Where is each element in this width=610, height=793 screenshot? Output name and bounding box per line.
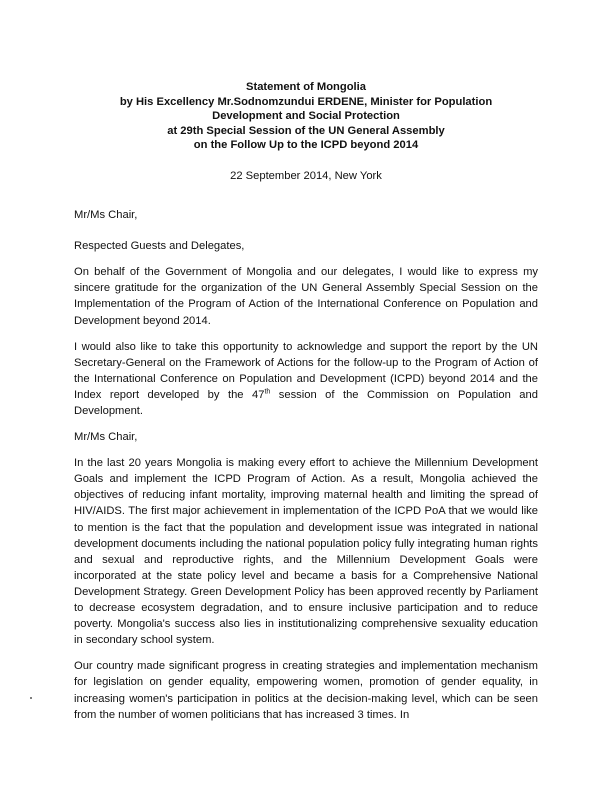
salutation-chair: Mr/Ms Chair, <box>74 209 138 222</box>
greeting-guests: Respected Guests and Delegates, <box>74 240 245 253</box>
header-topic: on the Follow Up to the ICPD beyond 2014 <box>193 139 419 152</box>
header-session: at 29th Special Session of the UN General Assembly <box>167 124 445 137</box>
ordinal-suffix: th <box>264 388 271 396</box>
scan-speck <box>30 697 32 699</box>
paragraph-gratitude: On behalf of the Government of Mongolia and our delegates, I would like to express my sincere gratitude for the organization of the UN General Assembly Special Session on the Implementation of the Program of Action of the International Conference on Population and Development beyond 2014. <box>74 266 538 327</box>
paragraph-acknowledgement-text-end: session of the Commission on Population and Development. <box>74 388 538 417</box>
paragraph-achievements: In the last 20 years Mongolia is making every effort to achieve the Millennium Development Goals and implement the ICPD Program of Action. As a result, Mongolia achieved the objectives of reducing infant mortality, improving maternal health and limiting the spread of HIV/AIDS. The first major achievement in implementation of the ICPD PoA that we would like to mention is the fact that the population and development issue was integrated in national development documents including the national population policy fully integrating human rights and sexual and reproductive rights, and the Millennium Development Goals were incorporated at the state policy level and became a basis for a Comprehensive National Development Strategy. Green Development Policy has been approved recently by Parliament to decrease ecosystem degradation, and to ensure inclusive participation and to reduce poverty. Mongolia's success also lies in institutionalizing comprehensive sexuality education in secondary school system. <box>74 457 538 647</box>
header-title: Statement of Mongolia <box>246 81 366 93</box>
document-body <box>74 80 538 723</box>
statement-header <box>74 80 538 153</box>
salutation-chair-second: Mr/Ms Chair, <box>74 431 138 444</box>
dateline: 22 September 2014, New York <box>230 169 382 182</box>
paragraph-acknowledgement <box>74 339 538 419</box>
header-speaker: by His Excellency Mr.Sodnomzundui ERDENE, Minister for Population <box>119 95 493 108</box>
header-ministry: Development and Social Protection <box>212 110 400 123</box>
paragraph-gender-equality: Our country made significant progress in creating strategies and implementation mechanism for legislation on gender equality, empowering women, promotion of gender equality, in increasing women's participation in politics at the decision-making level, which can be seen from the number of women politicians that has increased 3 times. In <box>74 660 538 721</box>
paragraph-acknowledgement-text: I would also like to take this opportunity to acknowledge and support the report by the UN Secretary-General on the Framework of Actions for the follow-up to the Program of Action of the International Conference on Population and Development (ICPD) beyond 2014 and the Index report developed by the 47 <box>74 340 538 401</box>
